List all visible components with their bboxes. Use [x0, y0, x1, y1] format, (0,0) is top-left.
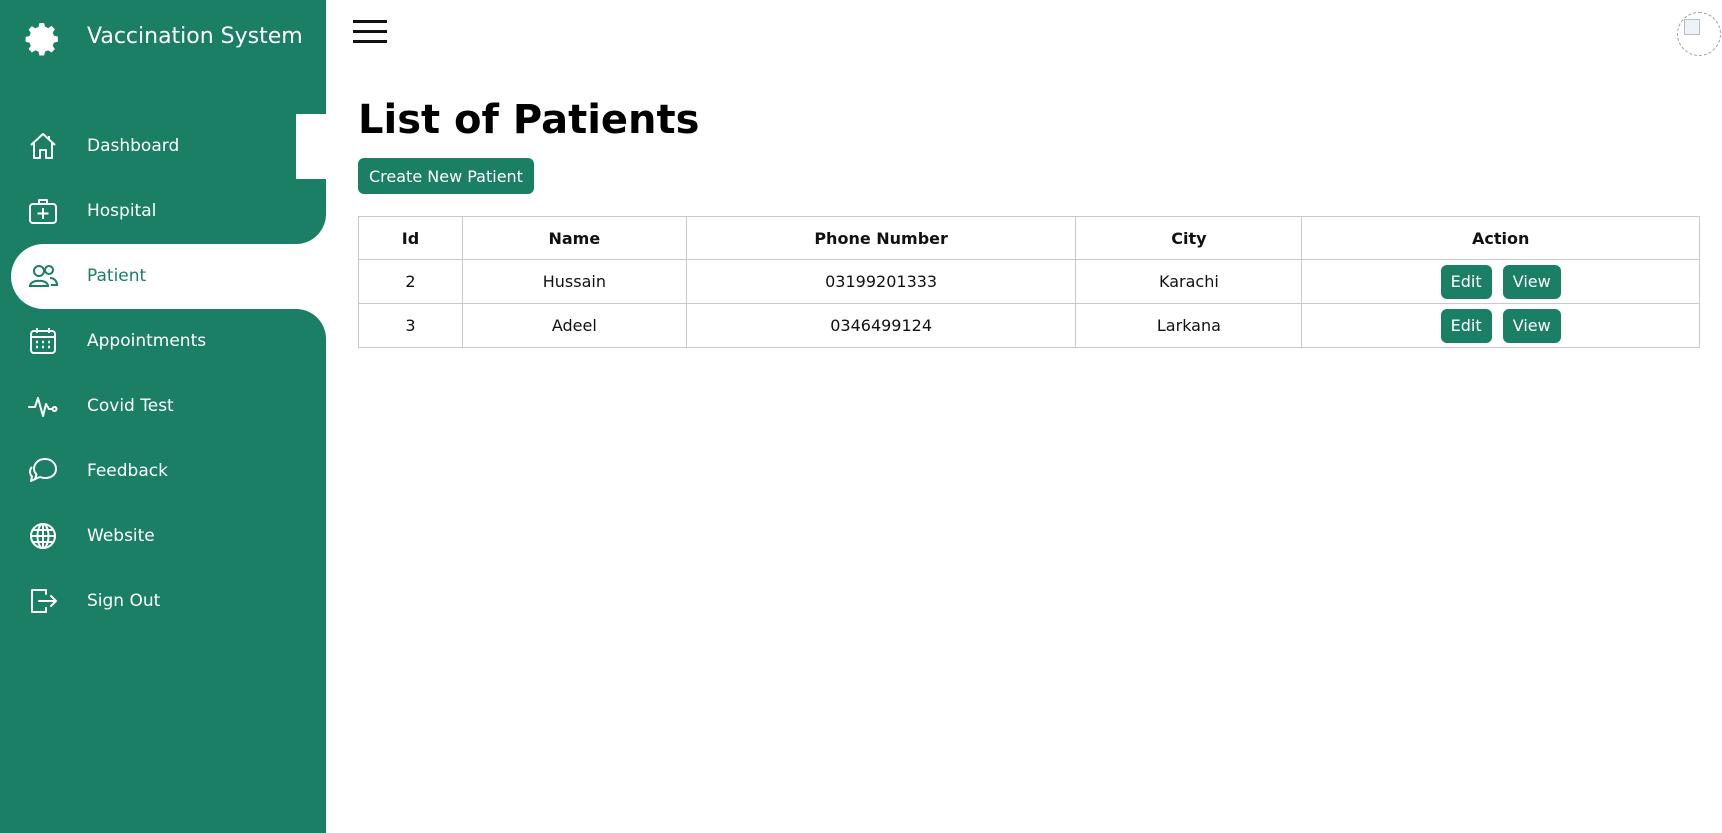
pulse-icon [27, 390, 59, 422]
hamburger-menu-icon[interactable] [353, 20, 387, 44]
cell-action [1302, 304, 1700, 348]
page-title: List of Patients [358, 97, 700, 143]
calendar-icon [27, 325, 59, 357]
cell-city: Karachi [1076, 260, 1302, 304]
cell-phone-number: 03199201333 [686, 260, 1076, 304]
sidebar [0, 0, 326, 833]
cell-id: 2 [359, 260, 463, 304]
avatar[interactable] [1677, 12, 1721, 56]
sidebar-item-sign-out[interactable] [0, 569, 326, 634]
create-new-patient-button[interactable]: Create New Patient [358, 158, 534, 194]
app-title: Vaccination System [87, 24, 303, 49]
cell-id: 3 [359, 304, 463, 348]
medical-kit-icon [27, 195, 59, 227]
sidebar-item-appointments[interactable] [0, 309, 326, 374]
table-row [359, 260, 1700, 304]
sidebar-item-website[interactable] [0, 504, 326, 569]
sidebar-item-label: Dashboard [87, 136, 180, 156]
column-header-name[interactable]: Name [462, 217, 686, 260]
topbar [326, 0, 1722, 64]
cell-action [1302, 260, 1700, 304]
chat-bubbles-icon [27, 455, 59, 487]
edit-button[interactable]: Edit [1441, 309, 1492, 343]
broken-image-icon [1684, 19, 1700, 35]
sign-out-icon [27, 585, 59, 617]
view-button[interactable]: View [1503, 309, 1561, 343]
sidebar-item-label: Feedback [87, 461, 168, 481]
table-row [359, 304, 1700, 348]
sidebar-item-covid-test[interactable] [0, 374, 326, 439]
cell-name: Hussain [462, 260, 686, 304]
sidebar-item-label: Patient [87, 266, 147, 286]
view-button[interactable]: View [1503, 265, 1561, 299]
sidebar-item-label: Hospital [87, 201, 157, 221]
sidebar-item-label: Sign Out [87, 591, 161, 611]
column-header-id[interactable]: Id [359, 217, 463, 260]
sidebar-item-label: Appointments [87, 331, 207, 351]
cell-phone-number: 0346499124 [686, 304, 1076, 348]
sidebar-item-label: Website [87, 526, 155, 546]
sidebar-item-patient[interactable] [11, 244, 326, 309]
gear-icon [24, 20, 62, 58]
column-header-phone-number[interactable]: Phone Number [686, 217, 1076, 260]
cell-name: Adeel [462, 304, 686, 348]
patients-table [358, 216, 1700, 348]
sidebar-item-dashboard[interactable] [0, 114, 326, 179]
users-icon [27, 260, 59, 292]
column-header-city[interactable]: City [1076, 217, 1302, 260]
home-icon [27, 130, 59, 162]
brand[interactable] [0, 0, 326, 80]
sidebar-item-hospital[interactable] [0, 179, 326, 244]
sidebar-item-feedback[interactable] [0, 439, 326, 504]
column-header-action: Action [1302, 217, 1700, 260]
cell-city: Larkana [1076, 304, 1302, 348]
sidebar-nav [0, 114, 326, 634]
globe-icon [27, 520, 59, 552]
edit-button[interactable]: Edit [1441, 265, 1492, 299]
table-header-row [359, 217, 1700, 260]
sidebar-item-label: Covid Test [87, 396, 174, 416]
